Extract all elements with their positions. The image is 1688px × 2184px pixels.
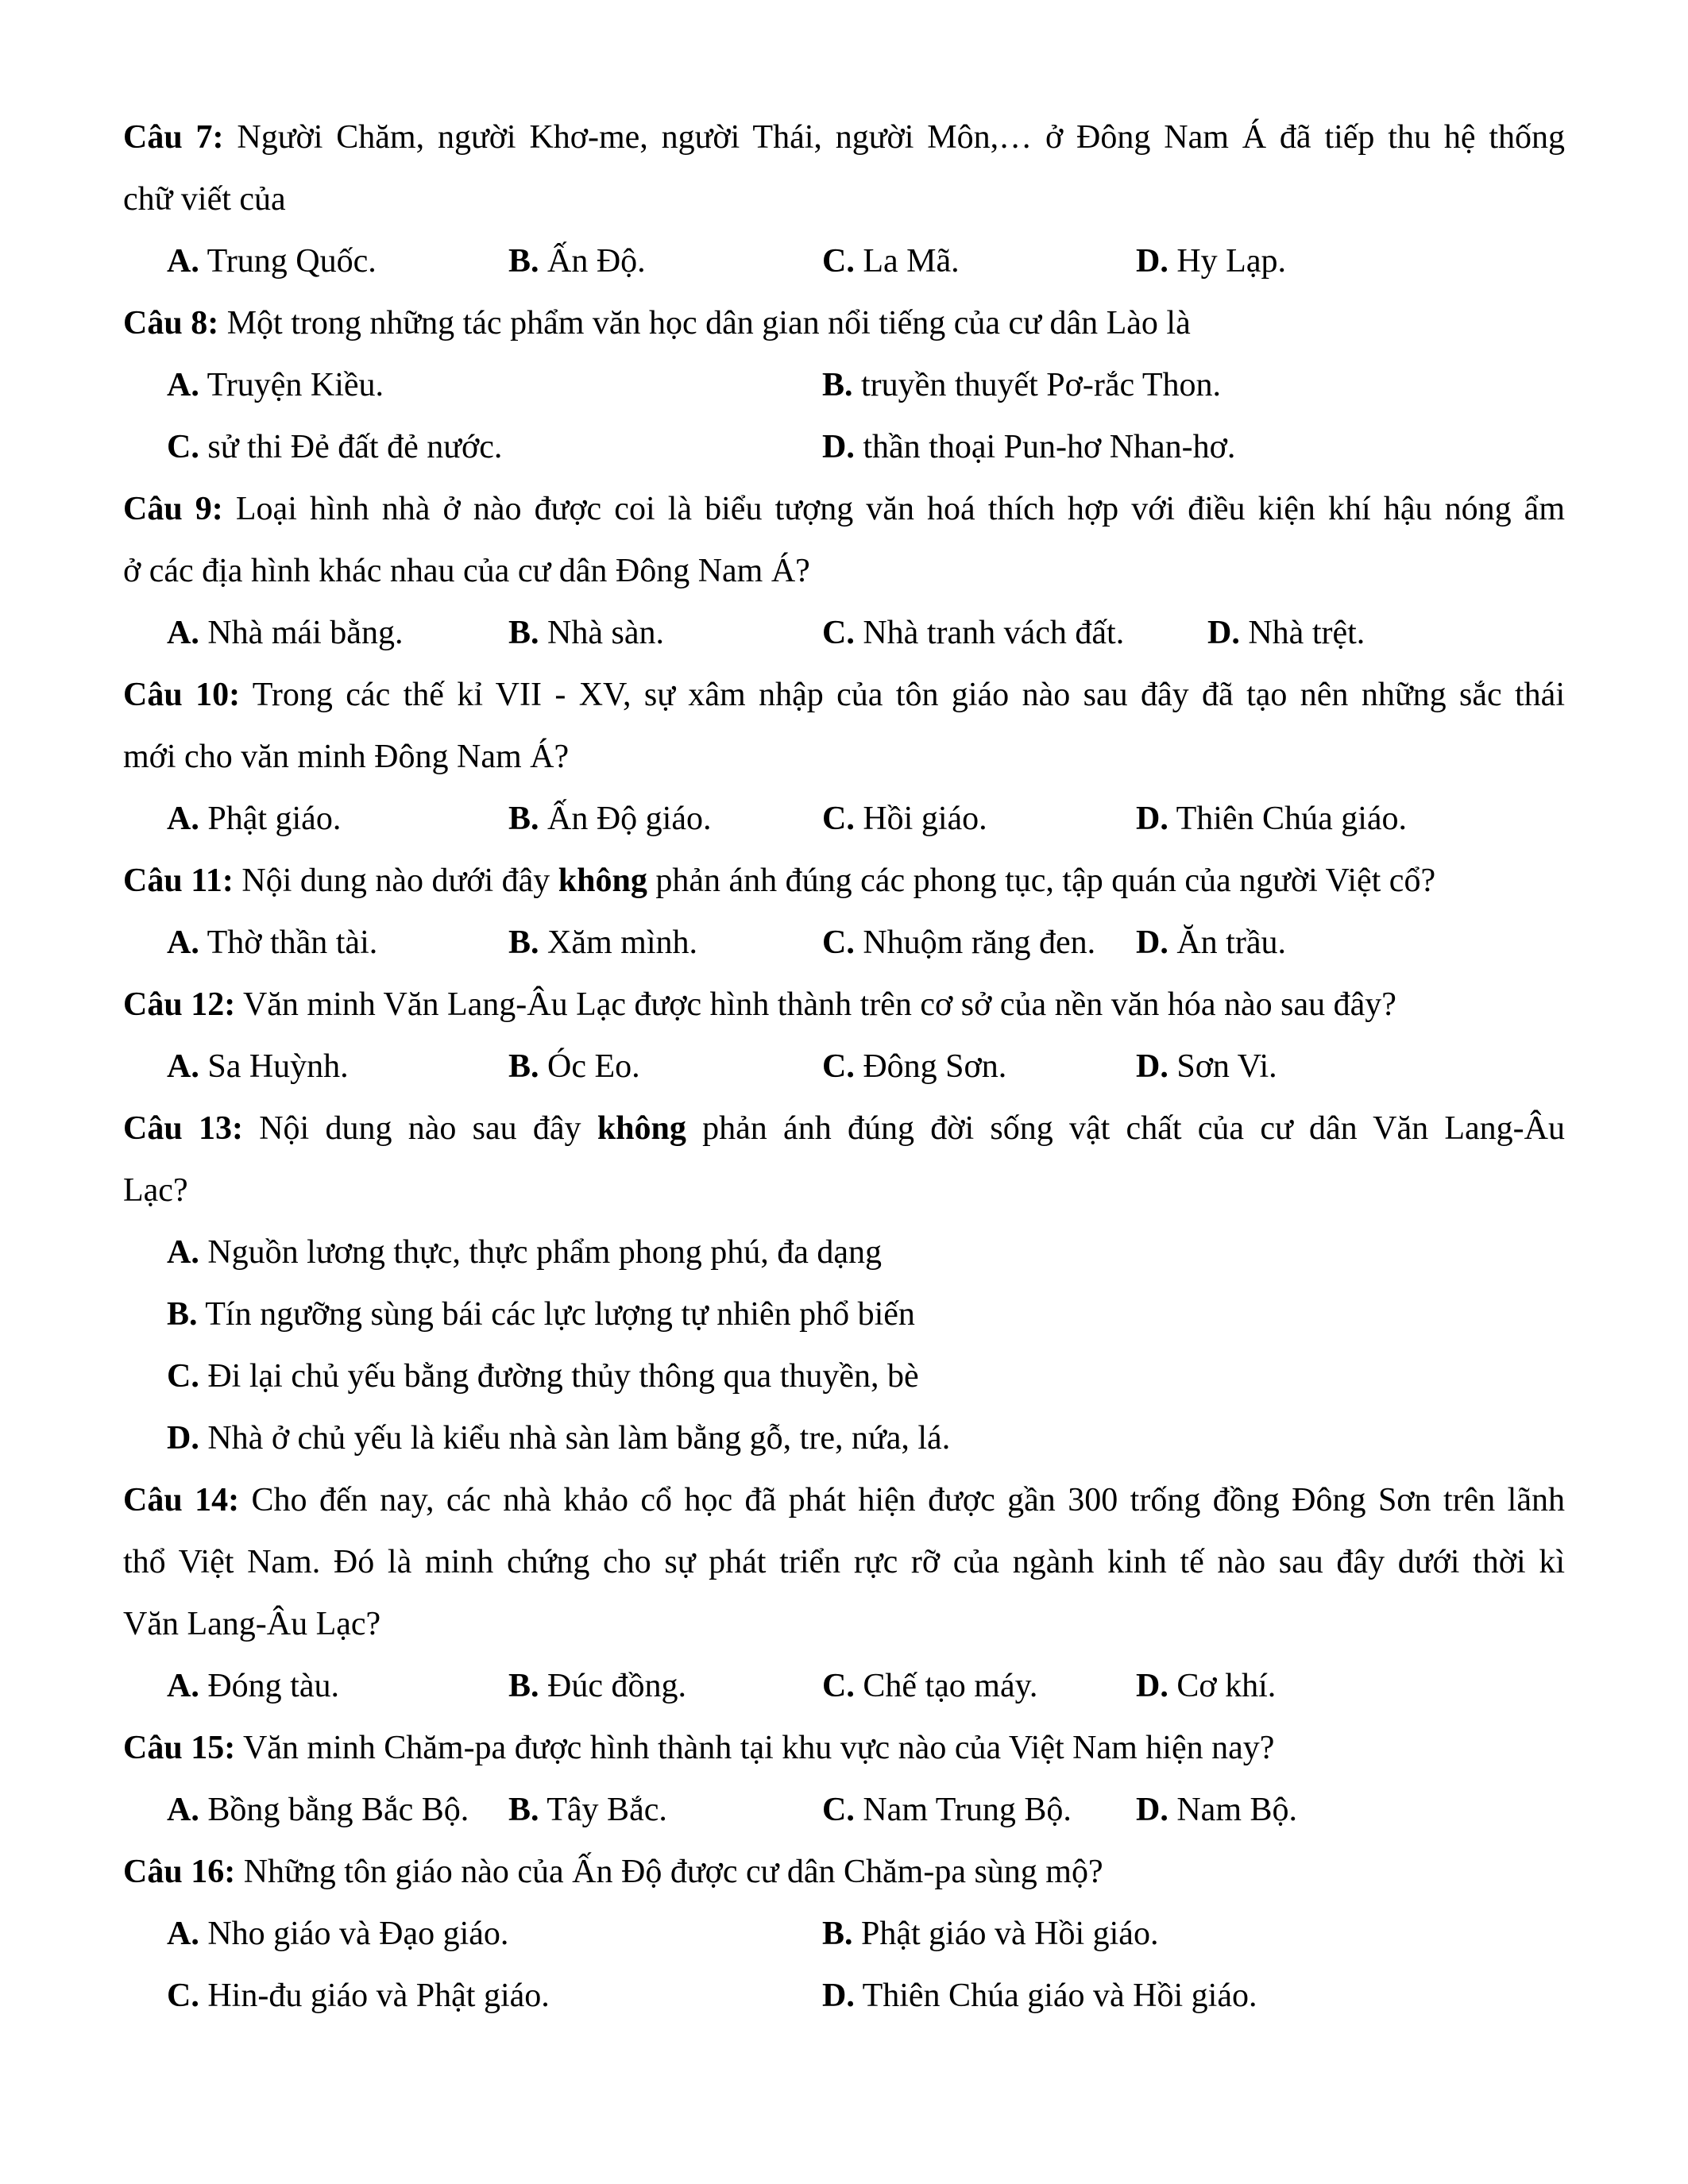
q16-option-a: A. Nho giáo và Đạo giáo.: [167, 1916, 509, 1952]
question-10-line-2: mới cho văn minh Đông Nam Á?: [123, 739, 570, 775]
question-10-line-1: Câu 10: Trong các thế kỉ VII - XV, sự xâm nhập của tôn giáo nào sau đây đã tạo nên những sắc thái: [123, 677, 1565, 713]
q8-option-c: C. sử thi Đẻ đất đẻ nước.: [167, 429, 503, 465]
q12-option-c: C. Đông Sơn.: [822, 1048, 1007, 1085]
q9-option-d: D. Nhà trệt.: [1207, 615, 1365, 651]
q7-option-d: D. Hy Lạp.: [1136, 243, 1286, 280]
q16-option-d: D. Thiên Chúa giáo và Hồi giáo.: [822, 1978, 1257, 2014]
question-9-line-2: ở các địa hình khác nhau của cư dân Đông Nam Á?: [123, 553, 810, 589]
question-7-line-2: chữ viết của: [123, 181, 286, 218]
q9-option-b: B. Nhà sàn.: [508, 615, 664, 651]
q10-option-a: A. Phật giáo.: [167, 801, 342, 837]
question-16-line-1: Câu 16: Những tôn giáo nào của Ấn Độ được cư dân Chăm-pa sùng mộ?: [123, 1854, 1103, 1890]
question-12-line-1: Câu 12: Văn minh Văn Lang-Âu Lạc được hình thành trên cơ sở của nền văn hóa nào sau đây?: [123, 986, 1396, 1023]
q11-option-c: C. Nhuộm răng đen.: [822, 924, 1096, 961]
q12-option-d: D. Sơn Vi.: [1136, 1048, 1277, 1085]
q12-option-a: A. Sa Huỳnh.: [167, 1048, 349, 1085]
question-9-line-1: Câu 9: Loại hình nhà ở nào được coi là biểu tượng văn hoá thích hợp với điều kiện khí hậu nóng ẩm: [123, 491, 1565, 527]
q15-option-c: C. Nam Trung Bộ.: [822, 1792, 1072, 1828]
q7-option-b: B. Ấn Độ.: [508, 243, 646, 280]
q14-option-d: D. Cơ khí.: [1136, 1668, 1277, 1704]
question-14-line-1: Câu 14: Cho đến nay, các nhà khảo cổ học đã phát hiện được gần 300 trống đồng Đông Sơn trên lãnh: [123, 1482, 1565, 1518]
q8-option-d: D. thần thoại Pun-hơ Nhan-hơ.: [822, 429, 1236, 465]
q10-option-b: B. Ấn Độ giáo.: [508, 801, 712, 837]
q7-option-c: C. La Mã.: [822, 243, 960, 280]
question-15-line-1: Câu 15: Văn minh Chăm-pa được hình thành tại khu vực nào của Việt Nam hiện nay?: [123, 1730, 1275, 1766]
q8-option-a: A. Truyện Kiều.: [167, 367, 384, 403]
question-13-line-1: Câu 13: Nội dung nào sau đây không phản ánh đúng đời sống vật chất của cư dân Văn Lang-Âu: [123, 1110, 1565, 1147]
q9-option-c: C. Nhà tranh vách đất.: [822, 615, 1125, 651]
q14-option-b: B. Đúc đồng.: [508, 1668, 686, 1704]
q10-option-c: C. Hồi giáo.: [822, 801, 987, 837]
q15-option-a: A. Bồng bằng Bắc Bộ.: [167, 1792, 469, 1828]
q9-option-a: A. Nhà mái bằng.: [167, 615, 404, 651]
q11-option-d: D. Ăn trầu.: [1136, 924, 1286, 961]
q12-option-b: B. Óc Eo.: [508, 1048, 640, 1085]
q15-option-b: B. Tây Bắc.: [508, 1792, 667, 1828]
q8-option-b: B. truyền thuyết Pơ-rắc Thon.: [822, 367, 1222, 403]
question-7-line-1: Câu 7: Người Chăm, người Khơ-me, người Thái, người Môn,… ở Đông Nam Á đã tiếp thu hệ thống: [123, 119, 1565, 156]
q13-option-b: B. Tín ngưỡng sùng bái các lực lượng tự nhiên phổ biến: [167, 1296, 915, 1333]
q16-option-c: C. Hin-đu giáo và Phật giáo.: [167, 1978, 550, 2014]
q10-option-d: D. Thiên Chúa giáo.: [1136, 801, 1408, 837]
q7-option-a: A. Trung Quốc.: [167, 243, 377, 280]
q16-option-b: B. Phật giáo và Hồi giáo.: [822, 1916, 1159, 1952]
q14-option-a: A. Đóng tàu.: [167, 1668, 339, 1704]
q14-option-c: C. Chế tạo máy.: [822, 1668, 1038, 1704]
question-14-line-3: Văn Lang-Âu Lạc?: [123, 1606, 381, 1642]
q15-option-d: D. Nam Bộ.: [1136, 1792, 1297, 1828]
q13-option-c: C. Đi lại chủ yếu bằng đường thủy thông qua thuyền, bè: [167, 1358, 919, 1395]
q13-option-d: D. Nhà ở chủ yếu là kiểu nhà sàn làm bằng gỗ, tre, nứa, lá.: [167, 1420, 951, 1457]
question-11-line-1: Câu 11: Nội dung nào dưới đây không phản ánh đúng các phong tục, tập quán của người Việt cổ?: [123, 862, 1436, 899]
q11-option-a: A. Thờ thần tài.: [167, 924, 378, 961]
question-14-line-2: thổ Việt Nam. Đó là minh chứng cho sự phát triển rực rỡ của ngành kinh tế nào sau đây dưới thời kì: [123, 1544, 1565, 1580]
q13-option-a: A. Nguồn lương thực, thực phẩm phong phú, đa dạng: [167, 1234, 883, 1271]
question-8-line-1: Câu 8: Một trong những tác phẩm văn học dân gian nổi tiếng của cư dân Lào là: [123, 305, 1191, 341]
q11-option-b: B. Xăm mình.: [508, 924, 697, 961]
question-13-line-2: Lạc?: [123, 1172, 188, 1209]
